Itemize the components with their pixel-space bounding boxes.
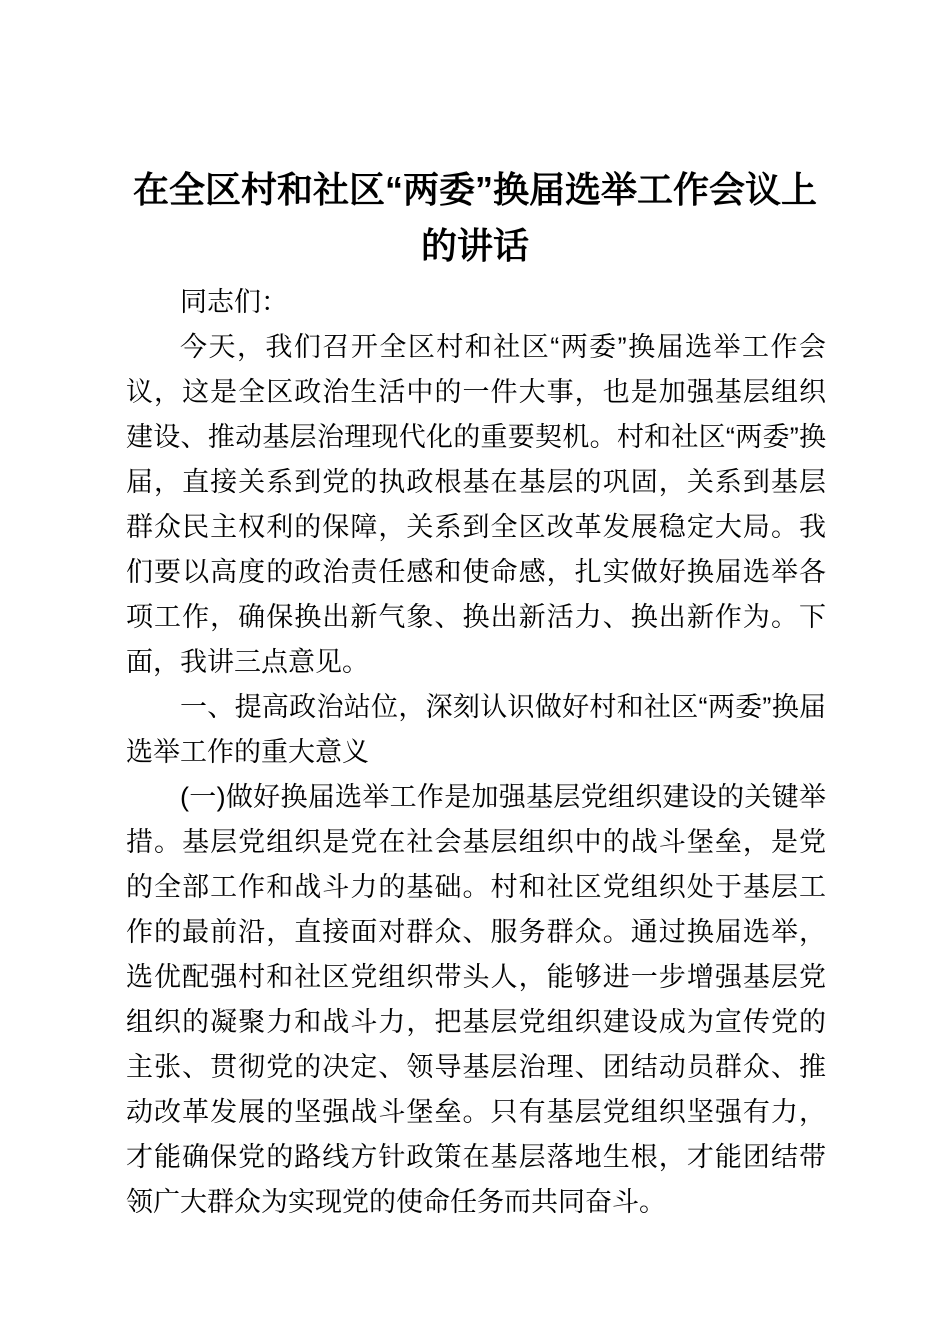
paragraph: 一、提高政治站位，深刻认识做好村和社区“两委”换届选举工作的重大意义 bbox=[126, 692, 826, 767]
title-line: 的讲话 bbox=[420, 225, 529, 266]
document-title bbox=[0, 0, 950, 274]
paragraph: 今天，我们召开全区村和社区“两委”换届选举工作会议，这是全区政治生活中的一件大事，也是加强基层组织建设、推动基层治理现代化的重要契机。村和社区“两委”换届，直接关系到党的执政根基在基层的巩固，关系到基层群众民主权利的保障，关系到全区改革发展稳定大局。我们要以高度的政治责任感和使命感，扎实做好换届选举各项工作，确保换出新气象、换出新活力、换出新作为。下面，我讲三点意见。 bbox=[126, 332, 826, 677]
paragraph: 同志们： bbox=[180, 287, 288, 317]
title-line: 在全区村和社区“两委”换届选举工作会议上 bbox=[132, 169, 817, 210]
document-body bbox=[126, 280, 826, 1225]
paragraph: (一)做好换届选举工作是加强基层党组织建设的关键举措。基层党组织是党在社会基层组织中的战斗堡垒，是党的全部工作和战斗力的基础。村和社区党组织处于基层工作的最前沿，直接面对群众、服务群众。通过换届选举，选优配强村和社区党组织带头人，能够进一步增强基层党组织的凝聚力和战斗力，把基层党组织建设成为宣传党的主张、贯彻党的决定、领导基层治理、团结动员群众、推动改革发展的坚强战斗堡垒。只有基层党组织坚强有力，才能确保党的路线方针政策在基层落地生根，才能团结带领广大群众为实现党的使命任务而共同奋斗。 bbox=[126, 782, 826, 1217]
